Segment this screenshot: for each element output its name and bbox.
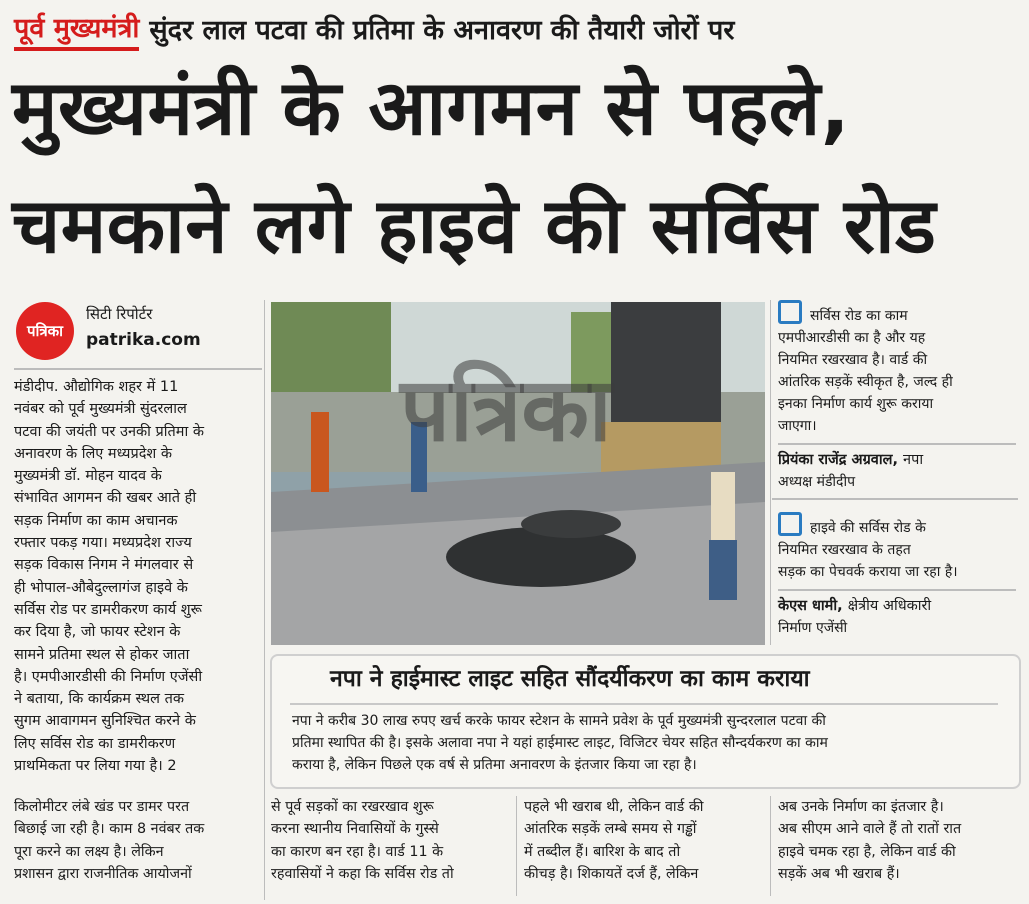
body-line: बिछाई जा रही है। काम 8 नवंबर तक [14, 821, 205, 838]
quote-line [778, 300, 1016, 327]
quote-line [778, 561, 1016, 583]
kicker-tag: पूर्व मुख्यमंत्री [14, 11, 139, 51]
body-line: कीचड़ है। शिकायतें दर्ज हैं, लेकिन [524, 865, 699, 882]
sub-story-divider [290, 703, 998, 705]
body-line: है। एमपीआरडीसी की निर्माण एजेंसी [14, 668, 203, 685]
quote-line-text: सड़क का पेचवर्क कराया जा रहा है। [778, 564, 958, 580]
quote-2-name: केएस धामी, [778, 598, 843, 614]
body-line: किलोमीटर लंबे खंड पर डामर परत [14, 799, 190, 815]
body-line: अनावरण के लिए मध्यप्रदेश के [14, 445, 173, 462]
quote-2 [778, 512, 1016, 639]
quote-line-text: जाएगा। [778, 418, 817, 434]
body-line: अब उनके निर्माण का इंतजार है। [778, 799, 944, 815]
quote-1-name-suffix: नपा [903, 452, 924, 468]
body-line: संभावित आगमन की खबर आते ही [14, 490, 197, 507]
body-line: का कारण बन रहा है। वार्ड 11 के [271, 843, 444, 860]
body-line: सड़क निर्माण का काम अचानक [14, 512, 178, 529]
body-line: आंतरिक सड़कें लम्बे समय से गड्ढों [524, 821, 697, 838]
quote-line [778, 415, 1016, 437]
patrika-logo: पत्रिका [16, 302, 74, 360]
quote-line-text: नियमित रखरखाव के तहत [778, 542, 911, 558]
body-line: पूरा करने का लक्ष्य है। लेकिन [14, 843, 164, 860]
quote-line-text: नियमित रखरखाव है। वार्ड की [778, 352, 928, 368]
byline-divider [14, 368, 262, 370]
body-line: सड़क विकास निगम ने मंगलवार से [14, 557, 194, 574]
bottom-column-2 [271, 796, 507, 885]
quote-divider [778, 443, 1016, 445]
body-line: सामने प्रतिमा स्थल से होकर जाता [14, 646, 190, 663]
quote-1-role: अध्यक्ष मंडीदीप [778, 474, 856, 490]
kicker-text: सुंदर लाल पटवा की प्रतिमा के अनावरण की तैयारी जोरों पर [149, 15, 735, 46]
body-line: नवंबर को पूर्व मुख्यमंत्री सुंदरलाल [14, 401, 187, 418]
body-line: सुगम आवागमन सुनिश्चित करने के [14, 713, 196, 730]
quote-1-text [778, 300, 1016, 437]
quote-icon [778, 512, 802, 536]
body-line: मंडीदीप. औद्योगिक शहर में 11 [14, 379, 179, 395]
quote-line [778, 371, 1016, 393]
quote-line-text: सर्विस रोड का काम [810, 308, 908, 324]
column-divider [770, 796, 771, 896]
quote-1-name: प्रियंका राजेंद्र अग्रवाल, [778, 452, 898, 468]
reporter-label: सिटी रिपोर्टर [86, 305, 153, 323]
body-line: करना स्थानीय निवासियों के गुस्से [271, 821, 439, 838]
body-line: सर्विस रोड पर डामरीकरण कार्य शुरू [14, 601, 202, 618]
quote-line [778, 539, 1016, 561]
body-line: ने बताया, कि कार्यक्रम स्थल तक [14, 691, 185, 708]
column-divider [770, 300, 771, 645]
watermark: पत्रिका [400, 358, 612, 461]
quote-line-text: एमपीआरडीसी का है और यह [778, 330, 926, 346]
quote-divider [778, 589, 1016, 591]
sub-story-line: नपा ने करीब 30 लाख रुपए खर्च करके फायर स्टेशन के सामने प्रवेश के पूर्व मुख्यमंत्री सुन्दरलाल पटवा की [292, 713, 826, 729]
body-line: पटवा की जयंती पर उनकी प्रतिमा के [14, 423, 204, 440]
quote-2-speaker [778, 595, 1016, 617]
left-column-text [14, 376, 262, 777]
body-line: में तब्दील हैं। बारिश के बाद तो [524, 843, 681, 860]
quote-line-text: आंतरिक सड़कें स्वीकृत है, जल्द ही [778, 374, 953, 390]
sub-story-line: प्रतिमा स्थापित की है। इसके अलावा नपा ने यहां हाईमास्ट लाइट, विजिटर चेयर सहित सौन्दर्यकरण का काम [292, 735, 828, 751]
quote-1-speaker [778, 449, 1016, 471]
quote-icon [778, 300, 802, 324]
body-line: से पूर्व सड़कों का रखरखाव शुरू [271, 799, 434, 815]
body-line: प्राथमिकता पर लिया गया है। 2 [14, 758, 177, 775]
quote-2-name-suffix: क्षेत्रीय अधिकारी [847, 598, 932, 614]
bottom-column-4 [778, 796, 1018, 885]
body-line: लिए सर्विस रोड का डामरीकरण [14, 735, 176, 752]
quote-line-text: इनका निर्माण कार्य शुरू कराया [778, 396, 934, 412]
bottom-column-1 [14, 796, 262, 885]
quote-1 [778, 300, 1016, 493]
headline-line-2: चमकाने लगे हाइवे की सर्विस रोड [12, 181, 937, 270]
body-line: सड़कें अब भी खराब हैं। [778, 865, 900, 882]
quote-separator [772, 498, 1018, 500]
body-line: पहले भी खराब थी, लेकिन वार्ड की [524, 799, 704, 815]
body-line: रफ्तार पकड़ गया। मध्यप्रदेश राज्य [14, 535, 192, 552]
quote-2-text [778, 512, 1016, 583]
body-line: मुख्यमंत्री डॉ. मोहन यादव के [14, 468, 162, 485]
quote-line-text: हाइवे की सर्विस रोड के [810, 520, 926, 536]
body-line: अब सीएम आने वाले हैं तो रातों रात [778, 821, 962, 838]
body-line: कर दिया है, जो फायर स्टेशन के [14, 624, 181, 641]
quote-line [778, 349, 1016, 371]
body-line: प्रशासन द्वारा राजनीतिक आयोजनों [14, 865, 192, 882]
sub-story-headline: नपा ने हाईमास्ट लाइट सहित सौंदर्यीकरण का काम कराया [330, 666, 810, 692]
site-label: patrika.com [86, 330, 201, 350]
byline [86, 304, 256, 350]
body-line: रहवासियों ने कहा कि सर्विस रोड तो [271, 865, 454, 882]
sub-story-line: कराया है, लेकिन पिछले एक वर्ष से प्रतिमा अनावरण के इंतजार किया जा रहा है। [292, 757, 697, 773]
headline-line-1: मुख्यमंत्री के आगमन से पहले, [12, 63, 851, 152]
quote-2-role: निर्माण एजेंसी [778, 620, 848, 636]
body-line: हाइवे चमक रहा है, लेकिन वार्ड की [778, 843, 956, 860]
column-divider [264, 300, 265, 900]
kicker [14, 10, 734, 52]
quote-line [778, 512, 1016, 539]
sub-story-body [292, 710, 1004, 776]
quote-line [778, 393, 1016, 415]
body-line: ही भोपाल-औबेदुल्लागंज हाइवे के [14, 579, 188, 596]
quote-line [778, 327, 1016, 349]
column-divider [516, 796, 517, 896]
bottom-column-3 [524, 796, 760, 885]
